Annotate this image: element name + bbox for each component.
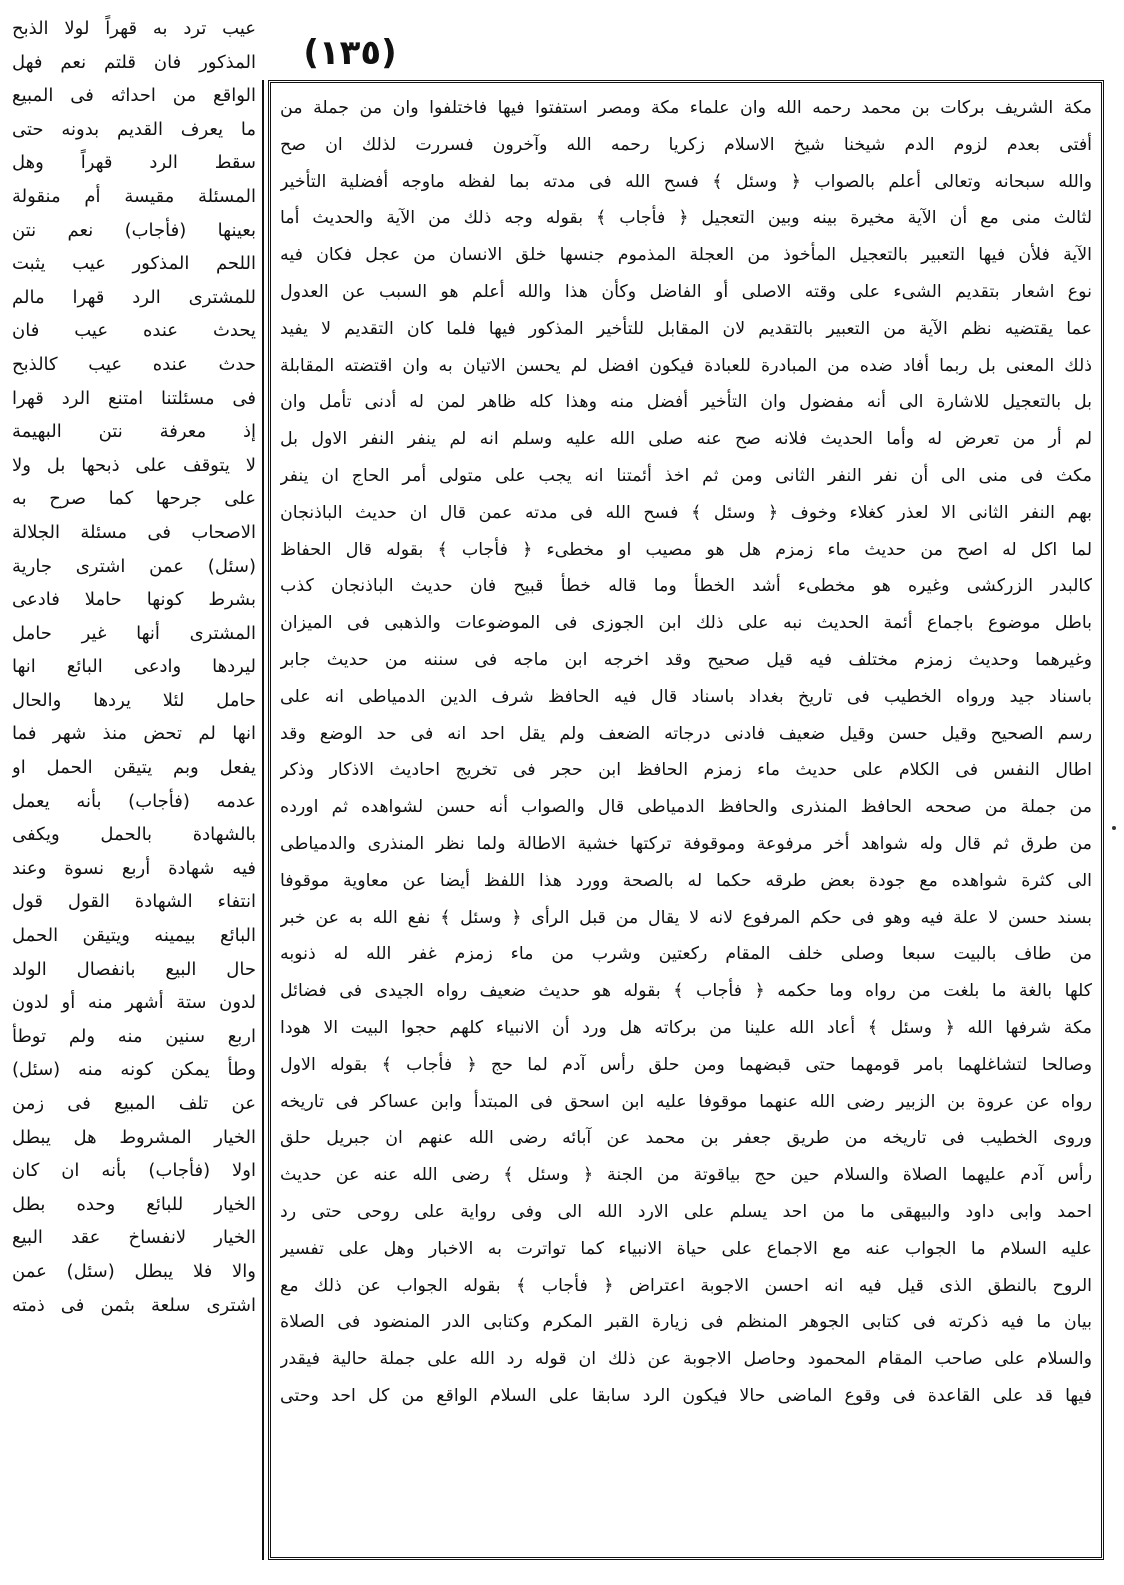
main-line: الى كثرة شواهده مع جودة بعض طرقه حكما له بالصحة وورد هذا اللفظ أيضا عن معاوية موقوفا bbox=[280, 870, 1092, 891]
main-line: ذلك المعنى بل ربما أفاد ضده من المبادرة للعبادة فيكون افضل لم يحسن الاتيان به وان اقتضته المقابلة bbox=[280, 355, 1092, 376]
margin-line: لدون ستة أشهر منه أو لدون bbox=[12, 992, 256, 1014]
main-line: رأس آدم عليهما الصلاة والسلام حين حج بياقوتة من الجنة ﴿ وسئل ﴾ رضى الله عنه عن حديث bbox=[280, 1165, 1092, 1186]
main-line: وروى الخطيب فى تاريخه من طريق جعفر بن محمد عن آبائه رضى الله عنهم ان جبريل حلق bbox=[280, 1128, 1092, 1149]
main-line: من جملة من صححه الحافظ المنذرى والحافظ الدمياطى قال والصواب أنه حسن لشواهده ثم اورده bbox=[280, 797, 1092, 818]
margin-line: وطأ يمكن كونه منه (سئل) bbox=[12, 1059, 256, 1081]
main-line: الآية فلأن فيها التعبير بالتعجيل المأخوذ من العجلة المذموم جنسها خلق الانسان من عجل فكان فيه bbox=[280, 245, 1092, 266]
main-line: فيها قد على القاعدة فى وقوع الماضى حالا فيكون الرد سابقا على السلام الواقع من كل احد وحتى bbox=[280, 1385, 1092, 1406]
margin-line: لا يتوقف على ذبحها بل ولا bbox=[12, 454, 256, 476]
main-line: مكة شرفها الله ﴿ وسئل ﴾ أعاد الله علينا من بركاته هل ورد أن الانبياء كلهم حجوا البيت الا هودا bbox=[280, 1017, 1092, 1038]
margin-line: الخيار لانفساخ عقد البيع bbox=[12, 1227, 256, 1249]
page-number: (١٣٥) bbox=[303, 33, 397, 73]
margin-line: بعينها (فأجاب) نعم نتن bbox=[12, 219, 256, 241]
margin-line: (سئل) عمن اشترى جارية bbox=[12, 555, 256, 577]
margin-line: الخيار للبائع وحده بطل bbox=[12, 1193, 256, 1215]
main-text-body bbox=[280, 90, 1092, 1550]
margin-line: يحدث عنده عيب فان bbox=[12, 320, 256, 342]
margin-line: اولا (فأجاب) بأنه ان كان bbox=[12, 1160, 256, 1182]
main-line: بيان ما فيه ذكرته فى كتابى الجوهر المنظم فى زيارة القبر المكرم وكتابى الدر المنضود فى الصلاة bbox=[280, 1312, 1092, 1333]
main-line: باسناد جيد ورواه الخطيب فى تاريخ بغداد باسناد قال فيه الحافظ شرف الدين الدمياطى انه على bbox=[280, 686, 1092, 707]
margin-divider bbox=[262, 80, 264, 1560]
main-line: رواه عن عروة بن الزبير رضى الله عنهما موقوفا عليه ابن اسحق فى المبتدأ وابن عساكر فى تاريخه bbox=[280, 1091, 1092, 1112]
main-line: لثالث منى مع أن الآية مخيرة بينه وبين التعجيل ﴿ فأجاب ﴾ بقوله وجه ذلك من الآية والحديث أما bbox=[280, 208, 1092, 229]
margin-line: حدث عنده عيب كالذبح bbox=[12, 353, 256, 375]
main-line: مكة الشريف بركات بن محمد رحمه الله وان علماء مكة ومصر استفتوا فيها فاختلفوا وان من جملة من bbox=[280, 98, 1092, 118]
main-line: الروح بالنطق الذى قيل فيه انه احسن الاجوبة اعتراض ﴿ فأجاب ﴾ بقوله الجواب عن ذلك مع bbox=[280, 1275, 1092, 1296]
main-line: باطل موضوع باجماع أئمة الحديث نبه على ذلك ابن الجوزى فى الموضوعات والذهبى فى الميزان bbox=[280, 613, 1092, 634]
margin-line: البائع بيمينه ويتيقن الحمل bbox=[12, 925, 256, 947]
margin-line: سقط الرد قهراً وهل bbox=[12, 152, 256, 174]
margin-line: المسئلة مقيسة أم منقولة bbox=[12, 185, 256, 207]
main-line: نوع اشعار بتقديم الشىء على وقته الاصلى أو الفاضل وكأن هذا والله أعلم هو السبب عن العدول bbox=[280, 281, 1092, 302]
margin-line: فيه شهادة أربع نسوة وعند bbox=[12, 857, 256, 879]
margin-line: للمشترى الرد قهرا مالم bbox=[12, 286, 256, 308]
main-line: بهم النفر الثانى الا لعذر كغلاء وخوف ﴿ وسئل ﴾ فسح الله فى مدته عمن قال ان حديث الباذنجان bbox=[280, 502, 1092, 523]
main-line: اطال النفس فى الكلام على حديث ماء زمزم الحافظ ابن حجر فى تخريج احاديث الاذكار وذكر bbox=[280, 760, 1092, 781]
margin-line: والا فلا يبطل (سئل) عمن bbox=[12, 1260, 256, 1282]
main-line: والسلام على صاحب المقام المحمود وحاصل الاجوبة عن ذلك ان قوله رد الله على جملة حالية فيقدر bbox=[280, 1349, 1092, 1370]
margin-commentary bbox=[12, 12, 256, 1572]
margin-line: المذكور فان قلتم نعم فهل bbox=[12, 51, 256, 73]
margin-line: يفعل وبم يتيقن الحمل او bbox=[12, 757, 256, 779]
margin-line: انتفاء الشهادة القول قول bbox=[12, 891, 256, 913]
margin-line: الخيار المشروط هل يبطل bbox=[12, 1126, 256, 1148]
main-line: من طاف بالبيت سبعا وصلى خلف المقام ركعتين وشرب من ماء زمزم غفر الله له ذنوبه bbox=[280, 944, 1092, 965]
margin-line: عدمه (فأجاب) بأنه يعمل bbox=[12, 790, 256, 812]
main-line: لما اكل له اصح من حديث ماء زمزم هل هو مصيب او مخطىء ﴿ فأجاب ﴾ بقوله قال الحفاظ bbox=[280, 539, 1092, 560]
margin-line: اربع سنين منه ولم توطأ bbox=[12, 1025, 256, 1047]
margin-line: بالشهادة بالحمل ويكفى bbox=[12, 824, 256, 846]
margin-line: عيب ترد به قهراً لولا الذبح bbox=[12, 18, 256, 39]
main-line: لم أر من تعرض له وأما الحديث فلانه صح عنه صلى الله عليه وسلم انه لم ينفر النفر الاول بل bbox=[280, 429, 1092, 450]
main-line: وصالحا لتشاغلهما بامر قومهما حتى قبضهما ومن حلق رأس آدم لما حج ﴿ فأجاب ﴾ بقوله الاول bbox=[280, 1054, 1092, 1075]
main-line: عليه السلام ما الجواب عنه مع الاجماع على حياة الانبياء كما تواترت به الاخبار وهل على تفسير bbox=[280, 1238, 1092, 1259]
margin-line: بشرط كونها حاملا فادعى bbox=[12, 589, 256, 611]
main-line: وغيرهما وحديث زمزم مختلف فيه قيل صحيح وقد اخرجه ابن ماجه فى سننه من حديث جابر bbox=[280, 649, 1092, 670]
margin-line: اشترى سلعة بثمن فى ذمته bbox=[12, 1294, 256, 1316]
margin-line: ليردها وادعى البائع انها bbox=[12, 656, 256, 678]
main-line: والله سبحانه وتعالى أعلم بالصواب ﴿ وسئل ﴾ فسح الله فى مدته بما لفظه ماوجه أفضلية التأخير bbox=[280, 171, 1092, 192]
main-line: رسم الصحيح وقيل حسن وقيل ضعيف فادنى درجاته الضعف ولم يقل احد انه فى حد الوضع وقد bbox=[280, 723, 1092, 744]
margin-line: على جرحها كما صرح به bbox=[12, 488, 256, 510]
margin-line: الواقع من احداثه فى المبيع bbox=[12, 85, 256, 107]
main-line: بل بالتعجيل للاشارة الى أنه مفضول وان التأخير أفضل منه وهذا كله ظاهر لمن له أدنى تأمل وان bbox=[280, 392, 1092, 413]
margin-line: عن تلف المبيع فى زمن bbox=[12, 1093, 256, 1114]
ink-speck bbox=[1112, 826, 1116, 830]
main-line: كالبدر الزركشى وغيره هو مخطىء أشد الخطأ وما قاله خطأ قبيح فان حديث الباذنجان كذب bbox=[280, 576, 1092, 597]
margin-line: ما يعرف القديم بدونه حتى bbox=[12, 118, 256, 140]
main-line: كلها بالغة ما بلغت من رواه وما حكمه ﴿ فأجاب ﴾ بقوله هو حديث ضعيف رواه الجيدى فى فضائل bbox=[280, 981, 1092, 1002]
main-line: أفتى بعدم لزوم الدم شيخنا شيخ الاسلام زكريا رحمه الله وآخرون فسررت لذلك ان صح bbox=[280, 134, 1092, 155]
margin-line: فى مسئلتنا امتنع الرد قهرا bbox=[12, 387, 256, 409]
margin-line: إذ معرفة نتن البهيمة bbox=[12, 421, 256, 443]
margin-line: اللحم المذكور عيب يثبت bbox=[12, 253, 256, 275]
margin-line: الاصحاب فى مسئلة الجلالة bbox=[12, 521, 256, 543]
margin-line: المشترى أنها غير حامل bbox=[12, 622, 256, 644]
main-line: عما يقتضيه نظم الآية من التعبير بالتقديم لان المقابل للتأخير المذكور فيها فلما كان التقديم لا يفيد bbox=[280, 318, 1092, 339]
margin-line: حال البيع بانفصال الولد bbox=[12, 958, 256, 980]
main-line: من طرق ثم قال وله شواهد أخر مرفوعة وموقوفة تركتها خشية الاطالة ولما نظر المنذرى والدمياطى bbox=[280, 833, 1092, 854]
main-line: احمد وابى داود والبيهقى ما من احد يسلم على الارد الله الى وفى رواية على روحى حتى رد bbox=[280, 1201, 1092, 1222]
margin-line: انها لم تحض منذ شهر فما bbox=[12, 723, 256, 745]
main-line: مكث فى منى الى أن نفر النفر الثانى ومن ثم اخذ أئمتنا انه يجب على متولى أمر الحاج ان ينفر bbox=[280, 465, 1092, 486]
main-line: بسند حسن لا علة فيه وهو فى حكم المرفوع لانه لا يقال من قبل الرأى ﴿ وسئل ﴾ نفع الله به عن خبر bbox=[280, 907, 1092, 928]
margin-line: حامل لئلا يردها والحال bbox=[12, 689, 256, 711]
